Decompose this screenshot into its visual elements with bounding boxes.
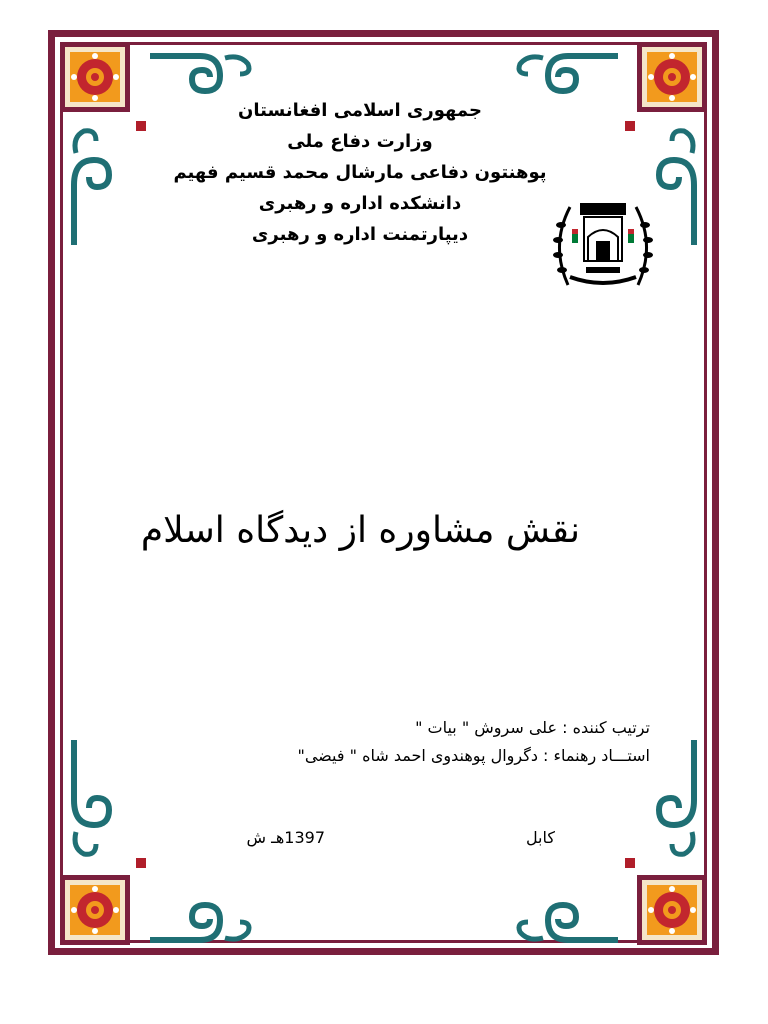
corner-rosette-icon bbox=[60, 875, 130, 945]
header-line-country: جمهوری اسلامی افغانستان bbox=[238, 100, 482, 121]
year-label: 1397هـ ش bbox=[246, 828, 325, 847]
header-line-faculty: دانشکده اداره و رهبری bbox=[258, 193, 462, 214]
supervisor-line: استـــاد رهنماء : دگروال پوهندوی احمد شاه " فیضی" bbox=[297, 746, 650, 765]
institution-header bbox=[170, 95, 550, 250]
scroll-ornament-icon bbox=[64, 125, 124, 255]
scroll-ornament-icon bbox=[508, 890, 628, 950]
document-title: نقش مشاوره از دیدگاه اسلام bbox=[140, 510, 580, 551]
author-info bbox=[230, 714, 650, 770]
compiler-line: ترتیب کننده : علی سروش " بیات " bbox=[415, 718, 650, 737]
scroll-ornament-icon bbox=[140, 890, 260, 950]
corner-rosette-icon bbox=[60, 42, 130, 112]
city-label: کابل bbox=[525, 828, 555, 847]
scroll-ornament-icon bbox=[64, 730, 124, 860]
header-line-department: دیپارتمنت اداره و رهبری bbox=[251, 224, 469, 245]
national-emblem-icon bbox=[548, 185, 658, 300]
scroll-ornament-icon bbox=[644, 730, 704, 860]
corner-dot bbox=[625, 121, 635, 131]
corner-dot bbox=[136, 858, 146, 868]
corner-dot bbox=[136, 121, 146, 131]
corner-rosette-icon bbox=[637, 42, 707, 112]
header-line-ministry: وزارت دفاع ملی bbox=[287, 131, 433, 152]
header-line-university: پوهنتون دفاعی مارشال محمد قسیم فهیم bbox=[173, 162, 547, 183]
corner-dot bbox=[625, 858, 635, 868]
corner-rosette-icon bbox=[637, 875, 707, 945]
